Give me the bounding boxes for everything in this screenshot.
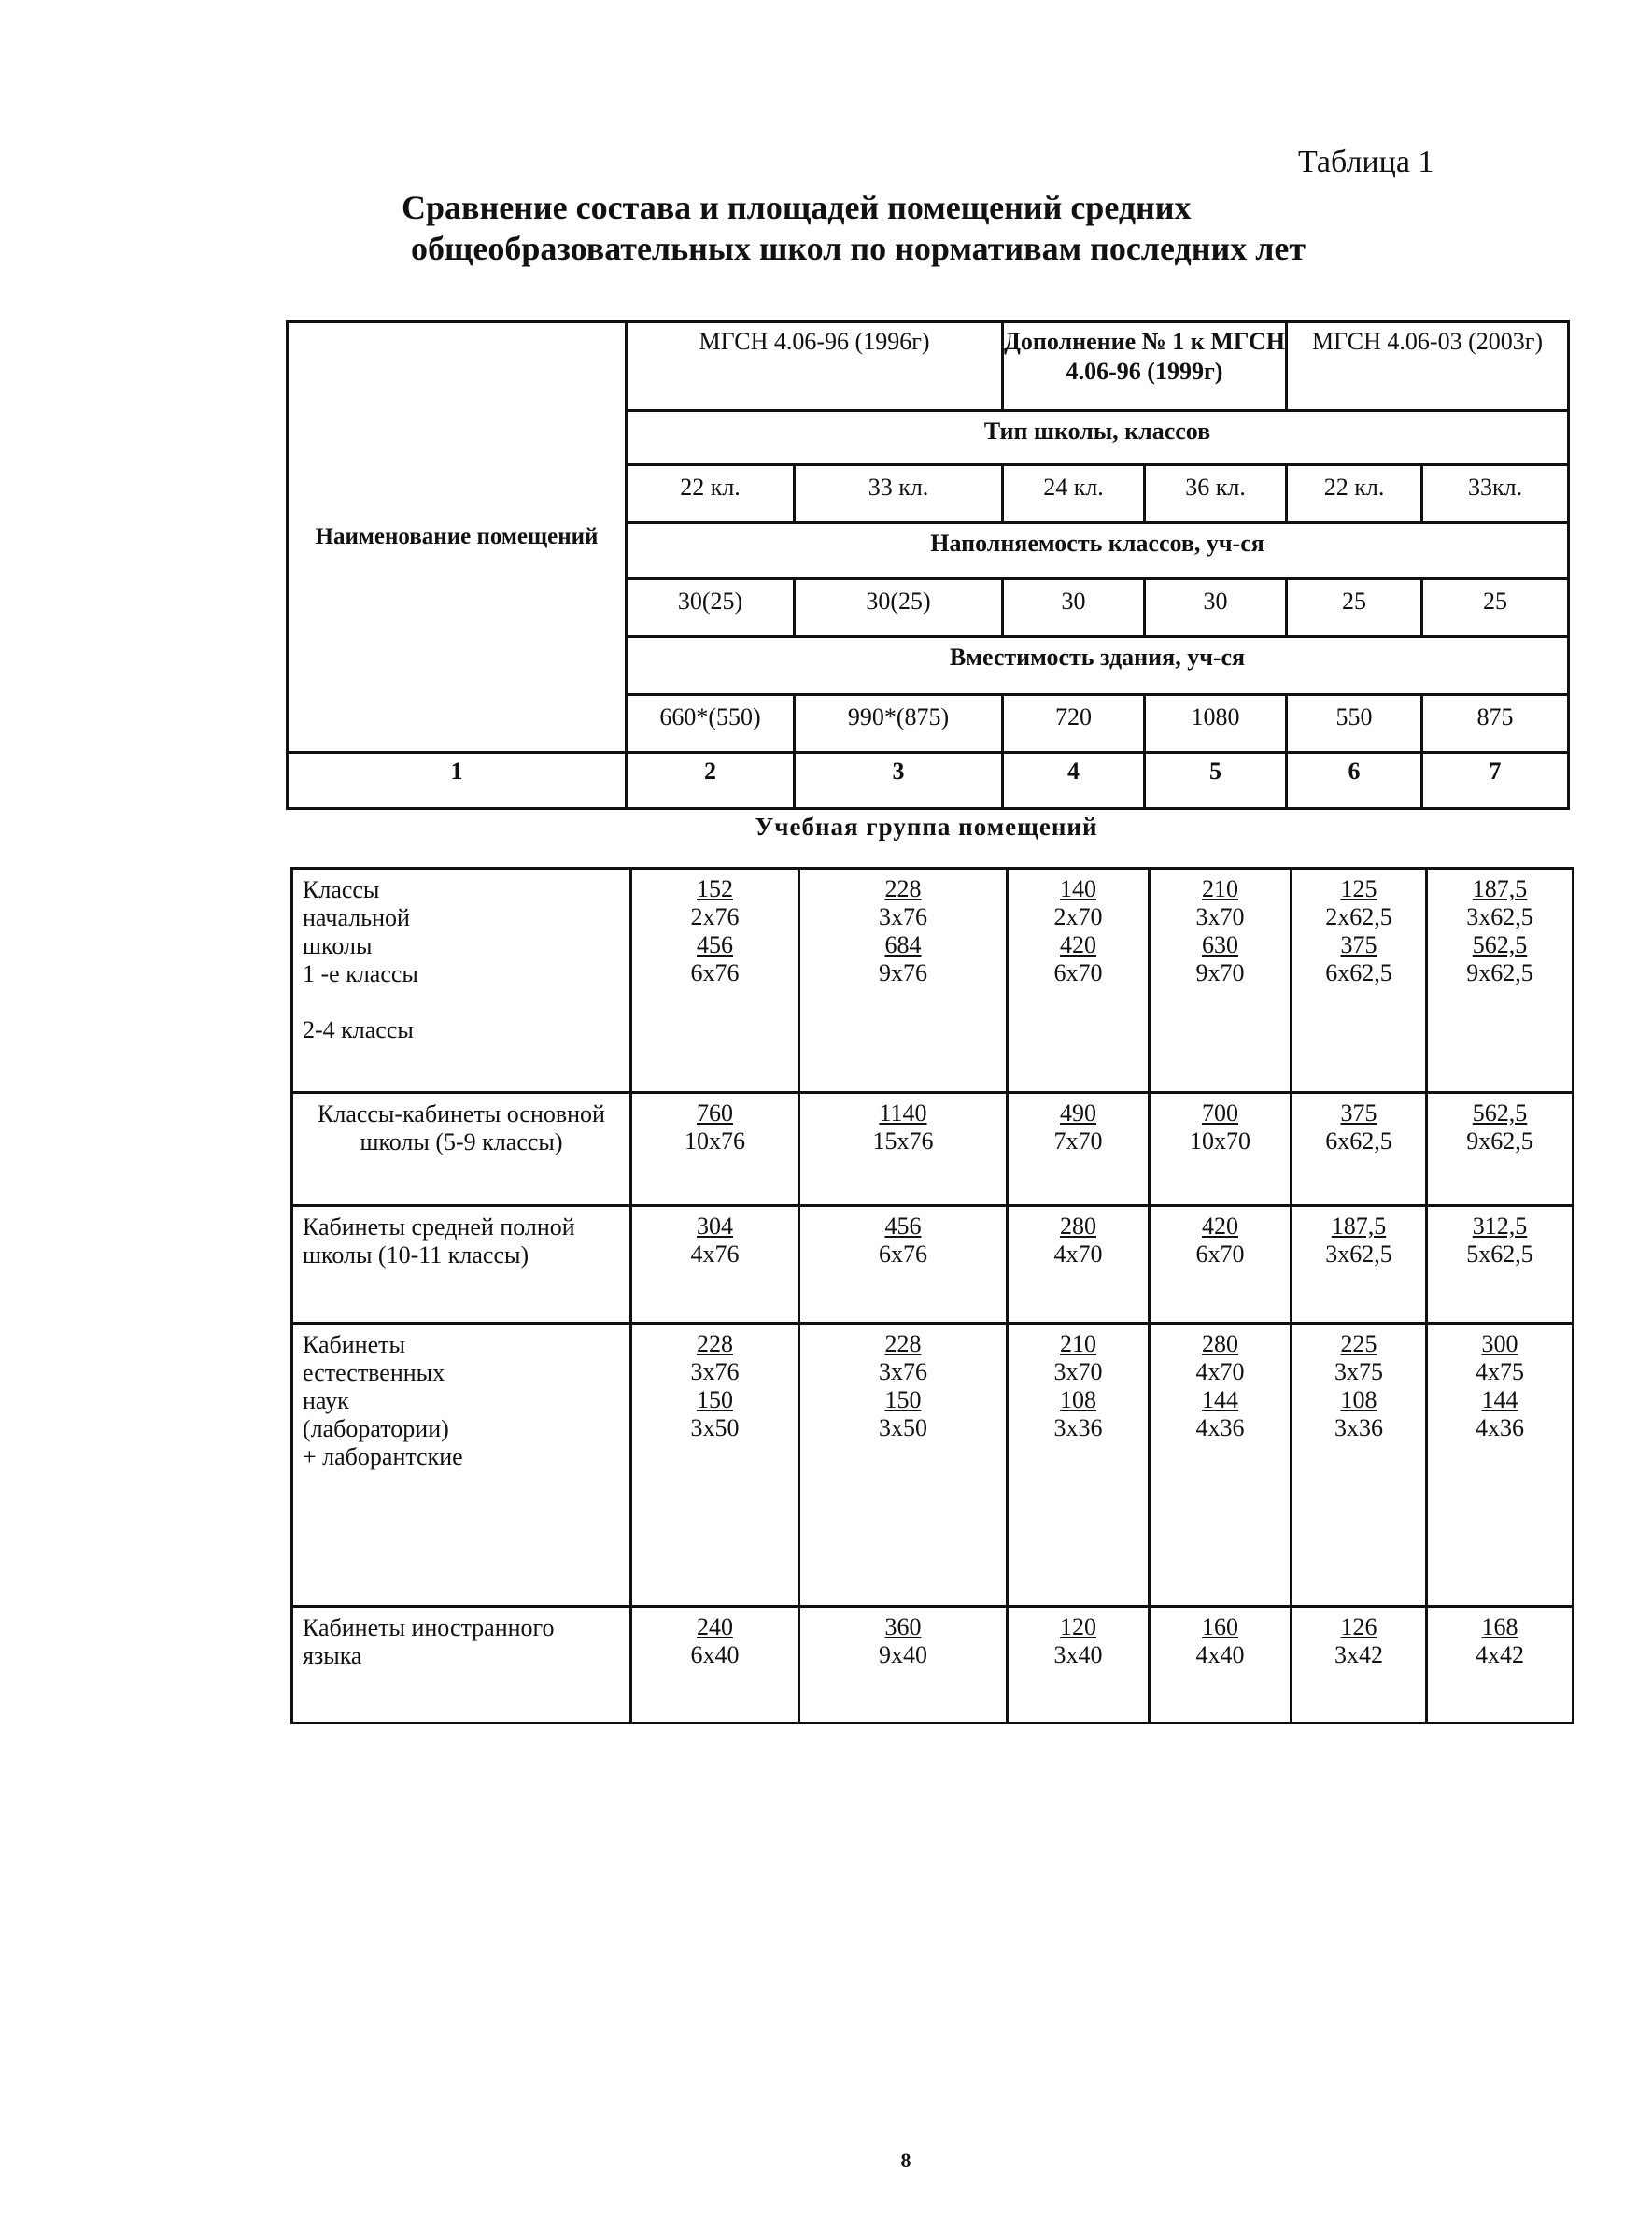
column-number: 3 — [795, 753, 1003, 809]
capacity-cell: 990*(875) — [795, 695, 1003, 753]
table-row — [292, 1206, 1574, 1324]
area-formula: 2х76 — [690, 903, 740, 930]
occupancy-cell: 30 — [1145, 579, 1287, 637]
room-name-line: начальной — [303, 904, 410, 931]
area-total: 360 — [884, 1613, 922, 1640]
area-formula: 10х76 — [685, 1127, 745, 1155]
area-total: 150 — [697, 1386, 733, 1413]
area-formula: 7х70 — [1053, 1127, 1103, 1155]
room-name — [292, 869, 631, 1093]
area-formula: 4х70 — [1053, 1241, 1103, 1268]
occupancy-cell: 25 — [1422, 579, 1569, 637]
area-total: 280 — [1060, 1212, 1096, 1240]
area-total: 304 — [697, 1212, 733, 1240]
school-type-cell: 33 кл. — [795, 465, 1003, 523]
standard-mgsn-2003: МГСН 4.06-03 (2003г) — [1287, 322, 1569, 411]
area-cell — [799, 1607, 1008, 1723]
occupancy-cell: 25 — [1287, 579, 1422, 637]
school-type-cell: 24 кл. — [1003, 465, 1145, 523]
column-number: 1 — [288, 753, 627, 809]
standard-supplement-1999: Дополнение № 1 к МГСН 4.06-96 (1999г) — [1003, 322, 1287, 411]
room-name-line: Кабинеты — [303, 1331, 405, 1358]
header-table — [286, 320, 1570, 810]
area-cell — [1292, 1206, 1427, 1324]
area-total: 684 — [884, 931, 922, 958]
area-total: 300 — [1481, 1330, 1518, 1357]
area-formula: 4х36 — [1476, 1414, 1524, 1441]
document-title — [402, 187, 1476, 269]
area-cell — [1008, 1607, 1150, 1723]
area-total: 168 — [1481, 1613, 1518, 1640]
area-formula: 6х70 — [1053, 959, 1103, 986]
school-type-label: Тип школы, классов — [627, 411, 1569, 465]
area-total: 456 — [697, 931, 733, 958]
area-total: 140 — [1060, 875, 1096, 902]
column-number: 6 — [1287, 753, 1422, 809]
area-total: 120 — [1060, 1613, 1096, 1640]
room-name-line: языка — [303, 1642, 362, 1669]
area-formula: 3х50 — [690, 1414, 740, 1441]
area-formula: 3х76 — [879, 903, 927, 930]
area-cell — [1150, 1093, 1292, 1206]
room-name — [292, 1607, 631, 1723]
area-cell — [631, 1206, 799, 1324]
area-formula: 9х76 — [879, 959, 927, 986]
area-cell — [799, 1206, 1008, 1324]
standard-mgsn-1996: МГСН 4.06-96 (1996г) — [627, 322, 1003, 411]
column-number: 4 — [1003, 753, 1145, 809]
occupancy-cell: 30 — [1003, 579, 1145, 637]
area-total: 144 — [1202, 1386, 1238, 1413]
school-type-cell: 33кл. — [1422, 465, 1569, 523]
school-type-cell: 36 кл. — [1145, 465, 1287, 523]
area-total: 228 — [884, 875, 922, 902]
area-formula: 4х76 — [690, 1241, 740, 1268]
column-number: 2 — [627, 753, 795, 809]
area-cell — [631, 1607, 799, 1723]
table-row — [292, 1093, 1574, 1206]
area-total: 187,5 — [1331, 1212, 1387, 1240]
room-name — [292, 1206, 631, 1324]
area-cell — [1150, 869, 1292, 1093]
room-name-header: Наименование помещений — [288, 322, 627, 753]
table-label: Таблица 1 — [1298, 145, 1434, 179]
capacity-cell: 1080 — [1145, 695, 1287, 753]
area-formula: 2х70 — [1053, 903, 1103, 930]
area-total: 630 — [1202, 931, 1238, 958]
room-name-line: школы (5-9 классы) — [360, 1128, 563, 1155]
area-cell — [799, 1324, 1008, 1607]
area-total: 126 — [1340, 1613, 1377, 1640]
occupancy-label: Наполняемость классов, уч-ся — [627, 523, 1569, 579]
column-number: 7 — [1422, 753, 1569, 809]
area-formula: 3х36 — [1334, 1414, 1383, 1441]
room-name-line: Кабинеты средней полной — [303, 1213, 575, 1241]
room-name — [292, 1093, 631, 1206]
area-total: 228 — [697, 1330, 733, 1357]
area-cell — [1292, 1607, 1427, 1723]
area-cell — [1008, 1093, 1150, 1206]
area-total: 760 — [697, 1099, 733, 1127]
area-formula: 6х62,5 — [1325, 1127, 1392, 1155]
area-formula: 6х62,5 — [1325, 959, 1392, 986]
area-total: 228 — [884, 1330, 922, 1357]
area-total: 108 — [1060, 1386, 1096, 1413]
area-total: 210 — [1060, 1330, 1096, 1357]
area-cell — [1008, 1206, 1150, 1324]
occupancy-cell: 30(25) — [627, 579, 795, 637]
area-total: 1140 — [879, 1099, 927, 1127]
area-formula: 4х75 — [1476, 1358, 1524, 1385]
area-formula: 6х40 — [690, 1641, 740, 1668]
area-cell — [1292, 869, 1427, 1093]
area-cell — [799, 1093, 1008, 1206]
room-name-line: 2-4 классы — [303, 1016, 414, 1043]
occupancy-cell: 30(25) — [795, 579, 1003, 637]
area-total: 125 — [1340, 875, 1377, 902]
area-formula: 3х70 — [1195, 903, 1245, 930]
area-formula: 3х70 — [1053, 1358, 1103, 1385]
area-formula: 3х62,5 — [1466, 903, 1533, 930]
area-cell — [631, 1093, 799, 1206]
area-cell — [1292, 1093, 1427, 1206]
area-total: 700 — [1202, 1099, 1238, 1127]
capacity-cell: 660*(550) — [627, 695, 795, 753]
area-total: 420 — [1202, 1212, 1238, 1240]
title-line-2: общеобразовательных школ по нормативам последних лет — [411, 230, 1306, 267]
area-cell — [1008, 1324, 1150, 1607]
capacity-cell: 550 — [1287, 695, 1422, 753]
room-name-line: Классы-кабинеты основной — [318, 1100, 605, 1127]
area-cell — [1150, 1607, 1292, 1723]
area-cell — [1427, 1206, 1574, 1324]
area-cell — [631, 869, 799, 1093]
area-formula: 3х36 — [1053, 1414, 1103, 1441]
area-formula: 9х40 — [879, 1641, 927, 1668]
area-cell — [1150, 1206, 1292, 1324]
title-line-1: Сравнение состава и площадей помещений средних — [402, 189, 1192, 226]
area-formula: 4х42 — [1476, 1641, 1524, 1668]
room-name-line: Классы — [303, 876, 380, 903]
area-total: 210 — [1202, 875, 1238, 902]
room-name-line: школы — [303, 932, 373, 959]
area-formula: 3х76 — [690, 1358, 740, 1385]
area-formula: 3х75 — [1334, 1358, 1383, 1385]
area-formula: 3х40 — [1053, 1641, 1103, 1668]
page-number: 8 — [900, 2148, 911, 2172]
room-name — [292, 1324, 631, 1607]
table-row — [292, 1324, 1574, 1607]
area-formula: 15х76 — [872, 1127, 934, 1155]
room-name-line: Кабинеты иностранного — [303, 1614, 555, 1641]
section-label: Учебная группа помещений — [755, 813, 1098, 841]
area-total: 456 — [884, 1212, 922, 1240]
area-total: 420 — [1060, 931, 1096, 958]
area-formula: 4х70 — [1195, 1358, 1245, 1385]
area-formula: 3х50 — [879, 1414, 927, 1441]
room-name-line: наук — [303, 1387, 349, 1414]
area-formula: 4х36 — [1195, 1414, 1245, 1441]
area-formula: 5х62,5 — [1466, 1241, 1533, 1268]
area-formula: 9х70 — [1195, 959, 1245, 986]
area-total: 225 — [1340, 1330, 1377, 1357]
table-row — [292, 1607, 1574, 1723]
area-cell — [1427, 1324, 1574, 1607]
area-total: 152 — [697, 875, 733, 902]
area-total: 187,5 — [1472, 875, 1528, 902]
area-formula: 2х62,5 — [1325, 903, 1392, 930]
table-row — [292, 869, 1574, 1093]
area-cell — [1008, 869, 1150, 1093]
area-total: 150 — [884, 1386, 922, 1413]
area-cell — [1292, 1324, 1427, 1607]
area-formula: 6х76 — [879, 1241, 927, 1268]
room-name-line — [303, 987, 620, 1015]
area-total: 562,5 — [1472, 931, 1528, 958]
area-formula: 3х62,5 — [1325, 1241, 1392, 1268]
area-total: 375 — [1340, 1099, 1377, 1127]
area-total: 375 — [1340, 931, 1377, 958]
school-type-cell: 22 кл. — [627, 465, 795, 523]
room-name-line: школы (10-11 классы) — [303, 1241, 529, 1269]
area-cell — [1150, 1324, 1292, 1607]
area-formula: 10х70 — [1190, 1127, 1250, 1155]
area-total: 160 — [1202, 1613, 1238, 1640]
area-cell — [1427, 869, 1574, 1093]
room-name-line: (лаборатории) — [303, 1415, 449, 1442]
area-formula: 4х40 — [1195, 1641, 1245, 1668]
area-formula: 9х62,5 — [1466, 959, 1533, 986]
school-type-cell: 22 кл. — [1287, 465, 1422, 523]
capacity-cell: 875 — [1422, 695, 1569, 753]
column-number: 5 — [1145, 753, 1287, 809]
area-total: 490 — [1060, 1099, 1096, 1127]
area-total: 144 — [1481, 1386, 1518, 1413]
area-formula: 3х76 — [879, 1358, 927, 1385]
area-formula: 6х76 — [690, 959, 740, 986]
capacity-label: Вместимость здания, уч-ся — [627, 637, 1569, 695]
area-cell — [631, 1324, 799, 1607]
area-total: 562,5 — [1472, 1099, 1528, 1127]
area-total: 280 — [1202, 1330, 1238, 1357]
area-total: 108 — [1340, 1386, 1377, 1413]
area-total: 240 — [697, 1613, 733, 1640]
room-name-line: 1 -е классы — [303, 960, 418, 987]
area-formula: 6х70 — [1195, 1241, 1245, 1268]
room-name-line: естественных — [303, 1359, 445, 1386]
room-name-line: + лаборантские — [303, 1443, 463, 1470]
area-total: 312,5 — [1472, 1212, 1528, 1240]
area-formula: 9х62,5 — [1466, 1127, 1533, 1155]
area-formula: 3х42 — [1334, 1641, 1383, 1668]
area-cell — [799, 869, 1008, 1093]
area-cell — [1427, 1093, 1574, 1206]
rooms-table — [290, 867, 1574, 1724]
area-cell — [1427, 1607, 1574, 1723]
capacity-cell: 720 — [1003, 695, 1145, 753]
